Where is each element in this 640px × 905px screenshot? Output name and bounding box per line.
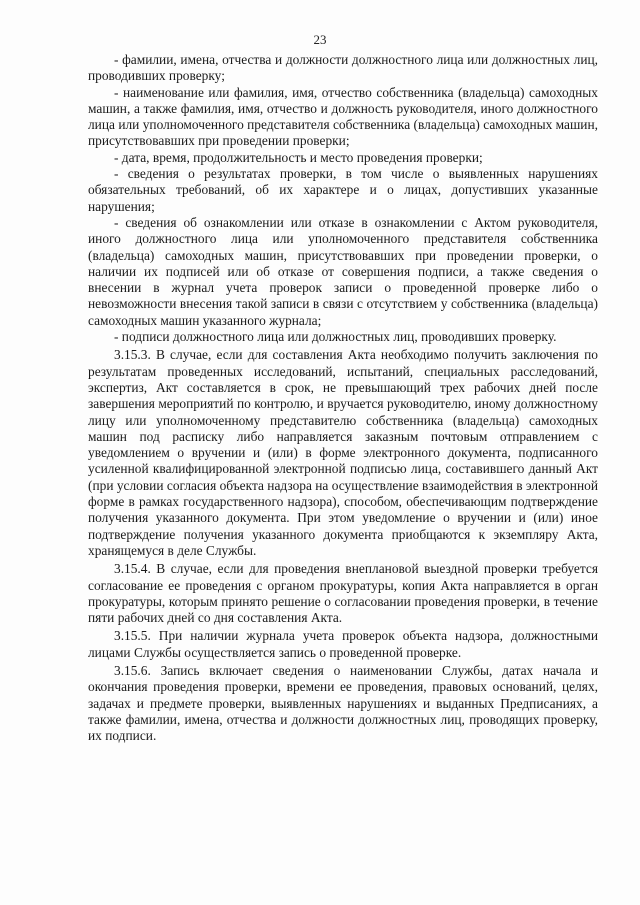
paragraph-signatories: - фамилии, имена, отчества и должности должностного лица или должностных лиц, проводивших проверку; [88, 52, 598, 84]
paragraph-inspector-signatures: - подписи должностного лица или должностных лиц, проводивших проверку. [114, 329, 557, 345]
document-body [88, 52, 598, 744]
paragraph-3-15-4: 3.15.4. В случае, если для проведения внеплановой выездной проверки требуется согласование ее проведения с органом прокуратуры, копия Акта направляется в орган прокуратуры, которым принято решение о согласовании проведения проверки, в течение пяти рабочих дней со дня составления Акта. [88, 561, 598, 626]
paragraph-results: - сведения о результатах проверки, в том числе о выявленных нарушениях обязательных требований, об их характере и о лицах, допустивших указанные нарушения; [88, 166, 598, 214]
paragraph-date-place: - дата, время, продолжительность и место проведения проверки; [114, 149, 483, 165]
paragraph-3-15-3: 3.15.3. В случае, если для составления Акта необходимо получить заключения по результатам проведенных исследований, испытаний, специальных расследований, экспертиз, Акт составляется в срок, не превышающий трех рабочих дней после завершения мероприятий по контролю, и вручается руководителю, иному должностному лицу или уполномоченному представителю собственника (владельца) самоходных машин под расписку либо направляется заказным почтовым отправлением с уведомлением о вручении и (или) в форме электронного документа, подписанного усиленной квалифицированной электронной подписью лица, составившего данный Акт (при условии согласия объекта надзора на осуществление взаимодействия в электронной форме в рамках государственного надзора), способом, обеспечивающим подтверждение получения указанного документа. При этом уведомление о вручении и (или) иное подтверждение получения указанного документа приобщаются к экземпляру Акта, хранящемуся в деле Службы. [88, 347, 598, 558]
paragraph-3-15-5: 3.15.5. При наличии журнала учета проверок объекта надзора, должностными лицами Службы осуществляется запись о проведенной проверке. [88, 628, 598, 660]
page-number: 23 [313, 32, 327, 47]
paragraph-owner-info: - наименование или фамилия, имя, отчество собственника (владельца) самоходных машин, а также фамилия, имя, отчество и должность руководителя, иного должностного лица или уполномоченного представителя собственника (владельца) самоходных машин, присутствовавших при проведении проверки; [88, 84, 598, 149]
paragraph-3-15-6: 3.15.6. Запись включает сведения о наименовании Службы, датах начала и окончания проведения проверки, времени ее проведения, правовых оснований, целях, задачах и предмете проверки, выявленных нарушениях и выданных Предписаниях, а также фамилии, имена, отчества и должности должностных лиц, проводящих проверку, их подписи. [88, 662, 598, 744]
paragraph-acquaintance: - сведения об ознакомлении или отказе в ознакомлении с Актом руководителя, иного должностного лица или уполномоченного представителя собственника (владельца) самоходных машин, присутствовавших при проведении проверки, о наличии их подписей или об отказе от совершения подписи, а также сведения о внесении в журнал учета проверок записи о проведенной проверке либо о невозможности внесения такой записи в связи с отсутствием у собственника (владельца) самоходных машин указанного журнала; [88, 214, 598, 328]
